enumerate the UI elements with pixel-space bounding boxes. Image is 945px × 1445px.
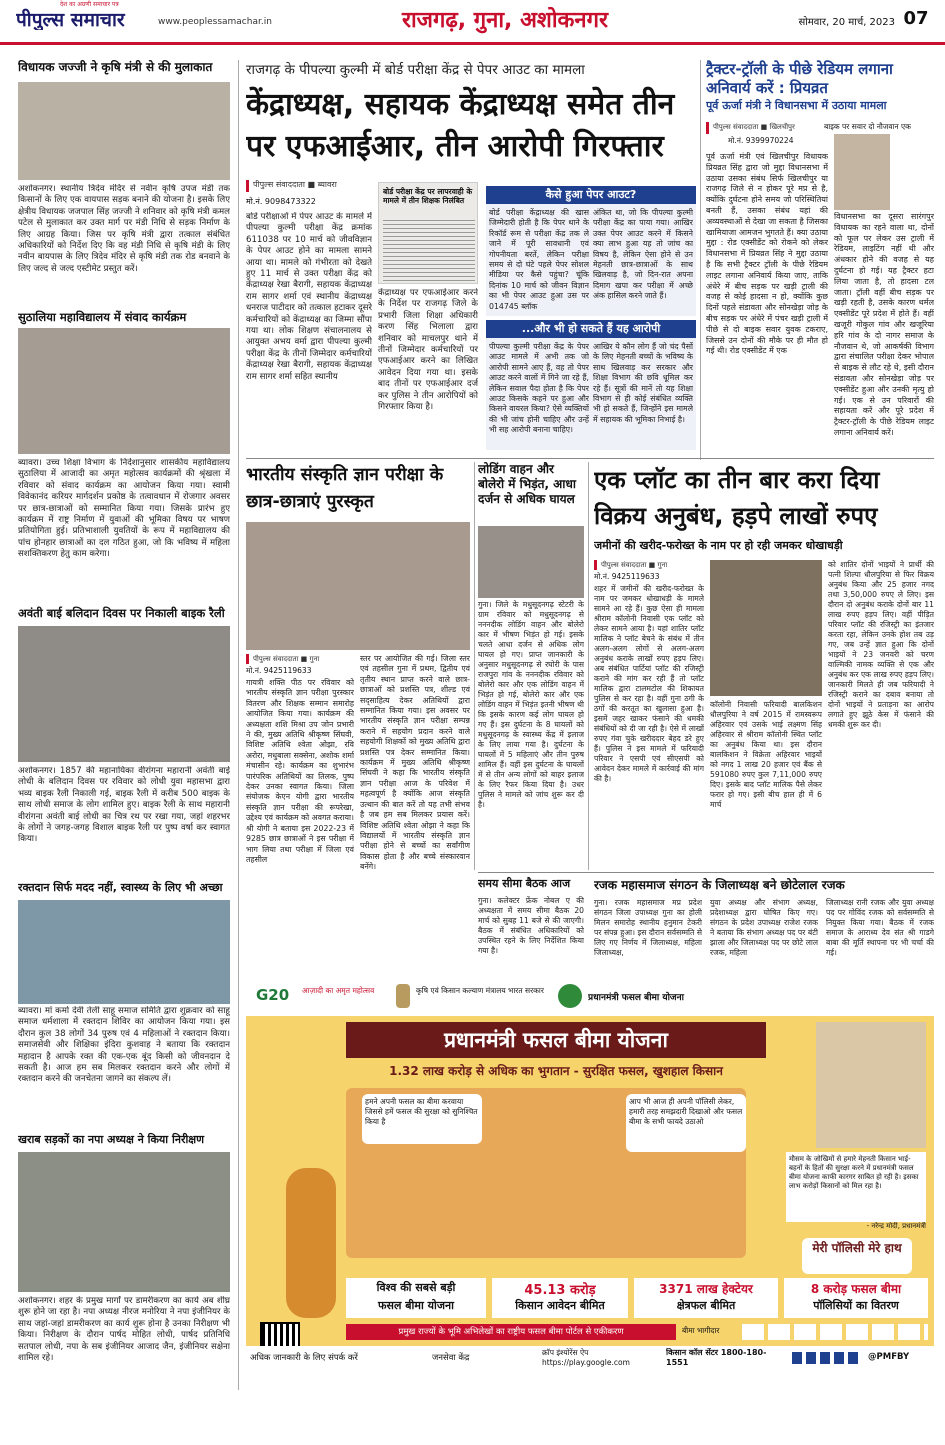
column-divider — [238, 60, 239, 1390]
info-box-more-accused — [486, 320, 696, 450]
info-box-how — [486, 186, 696, 316]
ad-subtitle: 1.32 लाख करोड़ से अधिक का भुगतान - सुरक्षित फसल, खुशहाल किसान — [389, 1064, 723, 1078]
stat-label: फसल बीमा योजना — [378, 1299, 454, 1312]
policy-badge: मेरी पॉलिसी मेरे हाथ — [802, 1238, 912, 1274]
story-headline: समय सीमा बैठक आज — [478, 877, 571, 890]
column-divider — [588, 462, 589, 870]
story-body: जिलाध्यक्ष रानी रजक और युवा अध्यक्ष पद पर गोविंद रजक को सर्वसम्मति से नियुक्त किया गया। बैठक में रजक समाज के आराध्य देव संत श्री गाडगे बाबा की मूर्ति स्थापना पर भी चर्चा की गई। — [826, 898, 934, 957]
photo-caption: बाइक पर सवार दो नौजवान एक — [824, 122, 911, 131]
speech-bubble: हमने अपनी फसल का बीमा करवाया जिससे हमें फसल की सुरक्षा को सुनिश्चित किया है — [362, 1094, 482, 1144]
section-rule — [246, 458, 934, 459]
pmfby-advertisement[interactable] — [246, 978, 934, 1390]
accident-photo — [478, 526, 584, 598]
pm-quote-attribution: - नरेन्द्र मोदी, प्रधानमंत्री — [866, 1222, 926, 1230]
sanskriti-story — [246, 462, 470, 872]
box-headline: कैसे हुआ पेपर आउट? — [486, 186, 696, 204]
section-title: राजगढ़, गुना, अशोकनगर — [401, 8, 609, 33]
story-body: अशोकनगर। स्थानीय त्रिदेव मंदिर से नवीन कृषि उपज मंडी तक किसानों के लिए एक वायपास सड़क बनाने की योजना है। इसके लिए क्षेत्रीय विधायक जजपाल सिंह जज्जी ने शनिवार को कृषि मंत्री कमल पटेल से मुलाकात कर उक्त मार्ग पर मंडी निधि से सड़क निर्माण के लिए आग्रह किया। जिस पर कृषि मंत्री द्वारा तत्काल संबंधित अधिकारियों को निर्देश दिए कि वह मंडी निधि से कृषि मंडी के लिए नवीन बायपास के लिए त्रिदेव मंदिर से कृषि मंडी तक रोड बनवाने के लिए जल्द से जल्द एस्टीमेट प्रस्तुत करें। — [18, 184, 230, 274]
footer-csc[interactable]: जनसेवा केंद्र — [432, 1353, 470, 1363]
ad-footer — [246, 1346, 934, 1390]
newspaper-clipping — [378, 182, 478, 284]
meeting-story — [478, 876, 584, 976]
mascot-illustration — [286, 1168, 336, 1318]
story-body: युवा अध्यक्ष और संभाग अध्यक्ष, प्रदेशाध्यक्ष द्वारा घोषित किए गए। संगठन के प्रदेश उपाध्यक्ष राजेश रजक ने बताया कि संभाग अध्यक्ष पद पर बंटी झाला और जिलाध्यक्ष पद पर छोटे लाल रजक, महिला — [710, 898, 818, 957]
story-headline: ट्रैक्टर-ट्रॉली के पीछे रेडियम लगाना अनिवार्य करें : प्रियव्रत — [706, 60, 893, 97]
college-event-photo — [18, 328, 230, 454]
stat-value: विश्व की सबसे बड़ी — [376, 1281, 456, 1294]
story-body: अशोकनगर। 1857 की महानायिका वीरांगना महारानी अवंती बाई लोधी के बलिदान दिवस पर रविवार को लोधी युवा महासभा द्वारा भव्य बाइक रैली निकाली गई, बाइक रैली में करीब 500 बाइक के साथ लोधी समाज के लोग शामिल हुए। बाइक रैली के साथ महारानी वीरांगना अवंती बाई लोधी का चित्र रथ पर रखा गया, जहां शहरभर के लोगों ने जगह-जगह विशाल बाइक रैली पर पुष्प वर्षा कर स्वागत किया। — [18, 766, 230, 845]
stat-label: पॉलिसियों का वितरण — [813, 1299, 899, 1312]
story-body: ब्यावरा। मां कर्मा देवी तेली साहू समाज समिति द्वारा शुक्रवार को साहू समाज धर्मशाला में रक्तदान शिविर का आयोजन किया गया। इस दौरान कुल 38 लोगों 34 पुरुष एवं 4 महिलाओं ने रक्तदान किया। समाजसेवी और शिक्षिका इंदिरा कुशवाह ने बताया कि रक्तदान महादान है आपके रक्त की एक-एक बूंद किसी को जीवनदान दे सकती है। आज हम सब मिलकर रक्तदान करने और लोगों में रक्तदान करने की जनचेतना जागने का संकल्प लें। — [18, 1006, 230, 1085]
section-rule — [478, 872, 934, 873]
plot-fraud-story — [594, 462, 934, 870]
logo: पीपुल्स समाचार — [16, 9, 125, 30]
column-divider — [700, 60, 701, 460]
story-subhead: जमीनों की खरीद-फरोख्त के नाम पर हो रही जमकर धोखाधड़ी — [594, 539, 843, 552]
accident-story — [478, 462, 584, 870]
integration-banner: प्रमुख राज्यों के भूमि अभिलेखों का राष्ट्रीय फसल बीमा पोर्टल से एकीकरण — [346, 1324, 676, 1340]
byline: पीपुल्स संवाददाता ■ खिलचीपुर — [706, 122, 821, 134]
box-body: बोर्ड परीक्षा केंद्राध्यक्ष की खास जिम्मेदारी होती है कि पेपर थाने के रिकॉर्ड रूम से परीक्षा केंद्र तक ले जाने में पूरी सावधानी एवं गोपनीयता बरतें, लेकिन परीक्षा समय से दो घंटे पहले पेपर सोशल मीडिया पर कैसे पहुंचा? चूंकि दिनांक 10 मार्च को जीवन विज्ञान का भी पेपर आउट हुआ उस पर 014745 ब्लॉक — [489, 208, 589, 311]
ministry-name: कृषि एवं किसान कल्याण मंत्रालय भारत सरकार — [416, 986, 544, 995]
award-photo — [246, 522, 470, 650]
footer-kisan-call[interactable]: किसान कॉल सेंटर 1800-180-1551 — [666, 1348, 767, 1367]
issue-date: सोमवार, 20 मार्च, 2023 — [798, 17, 895, 28]
byline: पीपुल्स संवाददाता ■ ब्यावरा — [246, 180, 406, 192]
clipping-title: बोर्ड परीक्षा केंद्र पर लापरवाही के मामले में तीन शिक्षक निलंबित — [383, 187, 473, 205]
story-body: को शातिर दोनों भाइयों ने प्रार्थी की पत्नी शिल्पा धौलपुरिया से फिर विक्रय अनुबंध किया और 25 हजार नगद तथा 3,50,000 रुपए ले लिए। इस दौरान दो अनुबंध कराके दोनों बार 11 लाख रुपए हड़प लिए। वहीं पीड़ित परिवार प्लॉट की रजिस्ट्री का इंतजार करता रहा, लेकिन उनके होश तब उड़ गए, जब उन्हें ज्ञात हुआ कि दोनों भाइयों ने 23 जनवरी को चरण वाल्मिकी नामक व्यक्ति से एक और अनुबंध कर एक लाख रुपए हड़प लिए। जानकारी मिलते ही जब फरियादी ने रजिस्ट्री कराने का दबाव बनाया तो दोनों भाइयों ने प्रताड़ना का आरोप लगाते हुए झूठे केस में फंसाने की धमकी शुरू कर दी। — [828, 560, 934, 729]
partner-logos — [742, 1324, 928, 1340]
story-subhead: पूर्व ऊर्जा मंत्री ने विधानसभा में उठाया मामला — [706, 99, 887, 112]
lead-story — [246, 60, 696, 456]
byline: पीपुल्स संवाददाता ■ गुना — [246, 654, 356, 664]
box-headline: ...और भी हो सकते हैं यह आरोपी — [486, 320, 696, 338]
story-body: गुना। कलेक्टर फ्रेंक नोबल ए की अध्यक्षता में समय सीमा बैठक 20 मार्च को सुबह 11 बजे से की जाएगी। बैठक में संबंधित अधिकारियों को उपस्थित रहने के लिए निर्देशित किया गया है। — [478, 896, 584, 955]
footer-contact: अधिक जानकारी के लिए संपर्क करें — [250, 1353, 358, 1363]
bike-rally-photo — [18, 626, 230, 762]
lead-col-1: बोर्ड परीक्षाओं में पेपर आउट के मामले में पीपल्या कुल्मी परीक्षा केंद्र क्रमांक 611038 पर 10 मार्च को जीवविज्ञान के पेपर आउट होने का मामला सामने आया था। मामले को गंभीरता को देखते हुए 11 मार्च से उक्त परीक्षा केंद्र को केंद्राध्यक्ष रेखा बैरागी, सहायक केंद्राध्यक्ष राम सागर शर्मा एवं स्थानीय केंद्राध्यक्ष धनराज पाटीदार को तत्काल हटाकर दूसरे कर्मचारियों को केंद्राध्यक्ष का जिम्मा सौंपा गया था। लोक शिक्षण संचालनालय से आयुक्त अभय वर्मा द्वारा पीपल्या कुल्मी परीक्षा केंद्र के तीनों जिम्मेदार कर्मचारियों केंद्राध्यक्ष रेखा बैरागी, सहायक केंद्राध्यक्ष राम सागर शर्मा सहित स्थानीय — [246, 212, 372, 382]
logo-tagline: देश का अग्रणी समाचार पत्र — [60, 1, 119, 8]
g20-logo: G20 — [256, 986, 290, 1004]
rajak-story — [594, 876, 934, 976]
ministry-emblem-icon — [396, 984, 410, 1008]
page-number: 07 — [903, 8, 929, 29]
tractor-story — [706, 60, 934, 456]
story-headline: खराब सड़कों का नपा अध्यक्ष ने किया निरीक्षण — [18, 1133, 205, 1146]
story-body: गुना। जिले के मधुसूदनगढ़ स्टेटरी के ग्राम रविवार को मधुसूदनगढ़ से नननदीक लोडिंग वाहन और बोलेरो कार में भीषण भिड़ंत हो गई। इसके चलते आधा दर्जन से अधिक लोग घायल हो गए। प्राप्त जानकारी के अनुसार मधुसूदनगढ़ से रघोरी के पास राजपुरा गांव के नननदीक रविवार को बोलेरो कार और एक लोडिंग वाहन में भिड़ंत हो गई, बोलेरो कार और एक लोडिंग वाहन में भिड़ंत इतनी भीषण थी कि इसके कारण कई लोग घायल हो गए हैं। इस दुर्घटना के 8 घायलों को मधुसूदनगढ़ के स्वास्थ्य केंद्र में इलाज के लिए लाया गया है। दुर्घटना के घायलों में 5 महिलाएं और तीन पुरुष शामिल हैं। वहीं इस दुर्घटना के घायलों में से तीन अन्य लोगों को बाहर इलाज के लिए रैफर किया दिया है। उधर पुलिस ने मामले को जांच शुरू कर दी है। — [478, 600, 584, 809]
left-column — [18, 60, 230, 1390]
stat-box — [634, 1278, 778, 1318]
story-body: पूर्व ऊर्जा मंत्री एवं खिलचीपुर विधायक प्रियव्रत सिंह द्वारा जो मुद्दा विधानसभा में उठाया उसका संबंध सिर्फ खिलचीपुर या राजगढ़ जिले से न होकर पूरे मप्र से है, क्योंकि दुर्घटना होने समय जो परिस्थितियां बनती हैं, उसका संबंध यहां की अव्यवस्थाओं से देखा जा सकता है जिसका खामियाजा आमजन भुगतते हैं। क्या उठाया मुद्दा : रोड एक्सीडेंट को रोकने को लेकर विधानसभा में प्रियव्रत सिंह ने मुद्दा उठाया है कि सभी ट्रैक्टर ट्रॉली के पीछे रेडियम लाइट लगाना अनिवार्य किया जाए, ताकि अंधेरे में बीच सड़क पर खड़ी ट्राली की वजह से कोई हादसा न हो, क्योंकि कुछ दिनों पहले संडावता और सोनखेड़ा जोड़ के बीच सड़क पर अंधेरे में पंचर खड़ी ट्राली में पीछे से दो बाइक सवार युवक टकराए, जिससे उन दोनों की मौके पर ही मौत हो गई थी। रोड एक्सीडेंट में एक — [706, 152, 828, 356]
social-icons[interactable] — [792, 1352, 862, 1364]
story-headline: लोडिंग वाहन और बोलेरो में भिड़ंत, आधा दर्जन से अधिक घायल — [478, 462, 576, 506]
story-headline: रक्तदान सिर्फ मदद नहीं, स्वास्थ्य के लिए भी अच्छा — [18, 881, 223, 894]
mobile-number: मो.नं. 9399970224 — [728, 136, 794, 145]
story-headline: अवंती बाई बलिदान दिवस पर निकाली बाइक रैली — [18, 606, 225, 620]
lead-kicker: राजगढ़ के पीपल्या कुल्मी में बोर्ड परीक्षा केंद्र से पेपर आउट का मामला — [246, 62, 585, 78]
mla-portrait — [834, 134, 890, 210]
mobile-number: मो.नं. 9425119633 — [246, 666, 312, 675]
stat-box — [346, 1278, 486, 1318]
stat-label: किसान आवेदन बीमित — [515, 1299, 605, 1312]
story-body: कॉलोनी निवासी फरियादी बालकिशन धौलपुरिया ने वर्ष 2015 में रामस्वरूप अहिरवार एवं उसके भाई लक्ष्मण सिंह अहिरवार से श्रीराम कॉलोनी स्थित प्लॉट का अनुबंध किया था। इस दौरान बालकिशन ने विक्रेता अहिरवार भाइयों को नगद 1 लाख 20 हजार एवं बैंक से 591080 रुपए कुल 7,11,000 रुपए दिए। इसके बाद प्लॉट मालिक पैसे लेकर फरार हो गए। इसी बीच हाल ही में 6 मार्च — [710, 700, 822, 809]
speech-bubble: आप भी आज ही अपनी पॉलिसी लेकर, हमारी तरह समझदारी दिखाओ और फसल बीमा के सभी फायदे उठाओ — [626, 1094, 746, 1152]
story-headline: एक प्लॉट का तीन बार करा दिया विक्रय अनुबंध, हड़पे लाखों रुपए — [594, 466, 880, 530]
pm-portrait — [816, 1022, 926, 1148]
masthead — [0, 0, 945, 45]
pmfby-logo-icon — [558, 984, 582, 1008]
stat-value: 45.13 करोड़ — [524, 1283, 596, 1298]
lead-col-2: केंद्राध्यक्ष पर एफआईआर करने के निर्देश पर राजगढ़ जिले के प्रभारी जिला शिक्षा अधिकारी करण सिंह भिलाला द्वारा शनिवार को माचलपुर थाने में तीनों जिम्मेदार कर्मचारियों पर एफआईआर करने का लिखित आवेदन दिया गया था। इसके बाद तीनों पर एफआईआर दर्ज कर पुलिस ने तीन आरोपियों को गिरफ्तार किया है। — [378, 288, 478, 413]
meeting-photo — [18, 82, 230, 180]
box-body: पीपल्या कुल्मी परीक्षा केंद्र के पेपर आउट मामले में अभी तक जो आरोपी सामने आए हैं, वह तो पेपर आउट करने वालों में गिने जा रहे हैं, लेकिन सवाल पैदा होता है कि पेपर आउट किसके कहने पर हुआ और किसने वायरल किया? ऐसे व्यक्तियों की भी जांच होनी चाहिए और उन्हें भी सह आरोपी बनाना चाहिए। — [489, 342, 589, 435]
mobile-number: मो.नं. 9098473322 — [246, 197, 316, 206]
stat-label: क्षेत्रफल बीमित — [676, 1299, 736, 1312]
story-headline: भारतीय संस्कृति ज्ञान परीक्षा के छात्र-छात्राएं पुरस्कृत — [246, 465, 444, 512]
lead-headline: केंद्राध्यक्ष, सहायक केंद्राध्यक्ष समेत तीन पर एफआईआर, तीन आरोपी गिरफ्तार — [246, 87, 675, 164]
stat-box — [492, 1278, 628, 1318]
stat-box — [784, 1278, 928, 1318]
ad-top-strip — [246, 978, 934, 1016]
footer-app[interactable]: क्रॉप इंश्योरेंस ऐप https://play.google.com — [542, 1348, 630, 1367]
ad-title: प्रधानमंत्री फसल बीमा योजना — [346, 1022, 766, 1058]
story-headline: सुठालिया महाविद्यालय में संवाद कार्यक्रम — [18, 310, 187, 324]
box-body: आखिर ये कौन लोग हैं जो चंद पैसों के लिए मेहनती बच्चों के भविष्य के साथ खिलवाड़ कर सरकार और शिक्षा विभाग की छवि धूमिल कर रहे हैं। सूत्रों की मानें तो यह शिक्षा विभाग से ही कोई संबंधित व्यक्ति भी हो सकते हैं, जिन्होंने इस मामले में सहायक की भूमिका निभाई है। — [593, 342, 693, 424]
azadi-logo: आज़ादी का अमृत महोत्सव — [302, 986, 375, 995]
story-body: विधानसभा का दूसरा सारंगपुर विधायक का रहने वाला था, दोनों को फूल पर लेकर उस ट्राली में रेडियम, लाइटिंग नहीं थी और अंधकार होने की वजह से यह दुर्घटना हो गई। यह ट्रैक्टर हटा लिया जाता है, तो हादसा टल जाता। ट्रॉली वहीं बीच सड़क पर खड़ी रहती है, उसके कारण थर्मल एक्सीडेंट पूरे प्रदेश में होते हैं। वहीं खजूरी गोकुल गांव और खजूरिया हरि गांव के दो नागर समाज के नौजवान थे, जो आकर्षकी विभाग द्वारा संचालित परीक्षा देकर भोपाल से बाइक से लौट रहे थे, इसी दौरान संडावता और सोनखेड़ा जोड़ पर एक्सीडेंट हुआ और उनकी मृत्यु हो गई। एक से उन परिवारों की सहायता करें और पूरे प्रदेश में ट्रैक्टर-ट्रॉली के पीछे रेडियम लाइट लगाना अनिवार्य करें। — [834, 212, 934, 437]
stat-value: 8 करोड़ फसल बीमा — [810, 1282, 902, 1296]
box-body: अंकित था, जो कि पीपल्या कुल्मी परीक्षा केंद्र का पाया गया। आखिर उक्त पेपर आउट करने में किसने क्या लाभ हुआ यह तो जांच का विषय है, लेकिन ऐसा होने से उन मेहनती छात्र-छात्राओं के साथ खिलवाड़ है, जो दिन-रात अपना दिमाग खपा कर परीक्षा में अच्छे अंक हासिल करने जाते हैं। — [593, 208, 693, 301]
pm-quote: मौसम के जोखिमों से हमारे मेहनती किसान भाई-बहनों के हितों की सुरक्षा करने में प्रधानमंत्री फसल बीमा योजना काफी कारगर साबित हो रही है। इसका लाभ करोड़ों किसानों को मिल रहा है। — [786, 1152, 926, 1222]
footer-handle[interactable]: @PMFBY — [868, 1352, 910, 1362]
story-body: ब्यावरा। उच्च शिक्षा विभाग के निर्देशानुसार शासकीय महाविद्यालय सुठालिया में आजादी का अमृत महोत्सव कार्यक्रमों की श्रृंखला में रविवार को संवाद कार्यक्रम का आयोजन किया गया। स्वामी विवेकानंद करियर मार्गदर्शन प्रकोष्ठ के तत्वावधान में रोजगार अवसर पर छात्र-छात्राओं को सम्मानित किया गया। जिसके प्रारंभ हुए कार्यक्रम में राष्ट्र निर्माण में युवाओं की भूमिका विषय पर भाषण प्रतियोगिता हुई। प्रतिभाशाली युवतियों के रूप में महाविद्यालय की पांच होनहार छात्राओं का दल गठित हुआ, जो कि भविष्य में महिला सशक्तिकरण हेतु काम करेगा। — [18, 458, 230, 560]
story-body: गायत्री शक्ति पीठ पर रविवार को भारतीय संस्कृति ज्ञान परीक्षा पुरस्कार वितरण और शिक्षक सम्मान समारोह आयोजित किया गया। कार्यक्रम की अध्यक्षता शशि मिश्रा उप जोन प्रभारी ने की, मुख्य अतिथि श्रीकृष्ण सिंघवी, विशिष्ट अतिथि श्वेता ओझा, रवि अरोरा, मधुबाला सक्सेना, अशोक शर्मा मंचासीन रहे। कार्यक्रम का शुभारंभ पारंपरिक अतिथियों का तिलक, पुष्प देकर उनका स्वागत किया। जिला संयोजक केएन योगी द्वारा भारतीय संस्कृति ज्ञान परीक्षा की रूपरेखा, उद्देश्य एवं कार्यक्रम को अवगत कराया। श्री योगी ने बताया इस 2022-23 में 9285 छात्र छात्राओं ने इस परीक्षा में भाग लिया तथा परीक्षा में जिला एवं तहसील — [246, 678, 354, 864]
mobile-number: मो.नं. 9425119633 — [594, 572, 660, 581]
story-body: गुना। रजक महासमाज मप्र प्रदेश संगठन जिला उपाध्यक्ष गुना का होली मिलन समारोह स्थानीय हनुमान टेकरी पर संपन्न हुआ। इस दौरान सर्वसम्मति से लिए गए निर्णय में जिलाध्यक्ष, महिला जिलाध्यक्ष, — [594, 898, 702, 957]
stat-value: 3371 लाख हेक्टेयर — [659, 1282, 753, 1296]
story-body: स्तर पर आयोजित की गई। जिला स्तर एवं तहसील गुना में प्रथम, द्वितीय एवं तृतीय स्थान प्राप्त करने वाले छात्र-छात्राओं को प्रशस्ति पत्र, शील्ड एवं सद्साहित्य देकर अतिथियों द्वारा सम्मानित किया गया। इस अवसर पर भारतीय संस्कृति ज्ञान परीक्षा सम्पन्न कराने में सहयोग प्रदान करने वाले सहयोगी शिक्षकों को मुख्य अतिथि द्वारा प्रशस्ति पत्र देकर सम्मानित किया। कार्यक्रम में मुख्य अतिथि श्रीकृष्ण सिंघवी ने कहा कि भारतीय संस्कृति ज्ञान परीक्षा आज के परिवेश में महत्वपूर्ण है क्योंकि आज संस्कृति उत्थान की बात करें तो यह तभी संभव है जब हम सब मिलकर प्रयास करें। विशिष्ट अतिथि श्वेता ओझा ने कहा कि विद्यालयों में भारतीय संस्कृति ज्ञान परीक्षा होने से बच्चों का सर्वांगीण विकास होता है और बच्चे संस्कारवान बनेंगे। — [360, 654, 470, 872]
website[interactable]: www.peoplessamachar.in — [158, 17, 272, 27]
story-body: शहर में जमीनों की खरीद-फरोख्त के नाम पर जमकर धोखाधड़ी के मामले सामने आ रहे हैं। कुछ ऐसा ही मामला श्रीराम कॉलोनी निवासी एक प्लॉट को लेकर सामने आया है। यहां शातिर प्लॉट मालिक ने प्लॉट बेचने के संबंध में तीन अलग-अलग लोगों से अलग-अलग अनुबंध कराके लाखों रुपए हड़प लिए। अब संबंधित पार्टियां प्लॉट की रजिस्ट्री कराने की मांग कर रही हैं तो प्लॉट मालिक द्वारा टालमटोल की शिकायत पुलिस से कर रहा है। वहीं गुना ठगी के ठगों की करतूत का खुलासा हुआ है। इसमें जहर खाकर फंसाने की धमकी संबंधियों को दी जा रही है। ऐसे में लाखों रुपए गंवा चुके खरीददार बेहद डरे हुए हैं। पुलिस ने इस मामले में फरियादी परिवार ने एसपी एवं सीएसपी को आवेदन देकर मामले में कार्रवाई की मांग की है। — [594, 584, 704, 783]
story-headline: विधायक जज्जी ने कृषि मंत्री से की मुलाकात — [18, 60, 213, 74]
scheme-small-title: प्रधानमंत्री फसल बीमा योजना — [588, 993, 684, 1003]
column-divider — [474, 462, 475, 870]
story-headline: रजक महासमाज संगठन के जिलाध्यक्ष बने छोटेलाल रजक — [594, 878, 845, 892]
road-inspection-photo — [18, 1152, 230, 1292]
clipping-lines — [383, 217, 475, 281]
byline: पीपुल्स संवाददाता ■ गुना — [594, 560, 694, 570]
complainant-portrait — [710, 560, 822, 696]
insurance-partners-label: बीमा भागीदार — [682, 1326, 720, 1335]
blood-donation-photo — [18, 900, 230, 1004]
story-body: अशोकनगर। शहर के प्रमुख मार्गों पर डामरीकरण का कार्य अब शीघ्र शुरू होने जा रहा है। नपा अध्यक्ष नीरज मनोरिया ने नपा इंजीनियर के साथ जहां-जहां डामरीकरण का कार्य शुरू होना है उनका निरीक्षण भी किया। निरीक्षण के दौरान पार्षद मोहित लोधी, पार्षद प्रतिनिधि सतपाल लोधी, नपा के सब इंजीनियर आजाद जैन, इंजीनियर सक्षेना शामिल रहे। — [18, 1296, 230, 1364]
